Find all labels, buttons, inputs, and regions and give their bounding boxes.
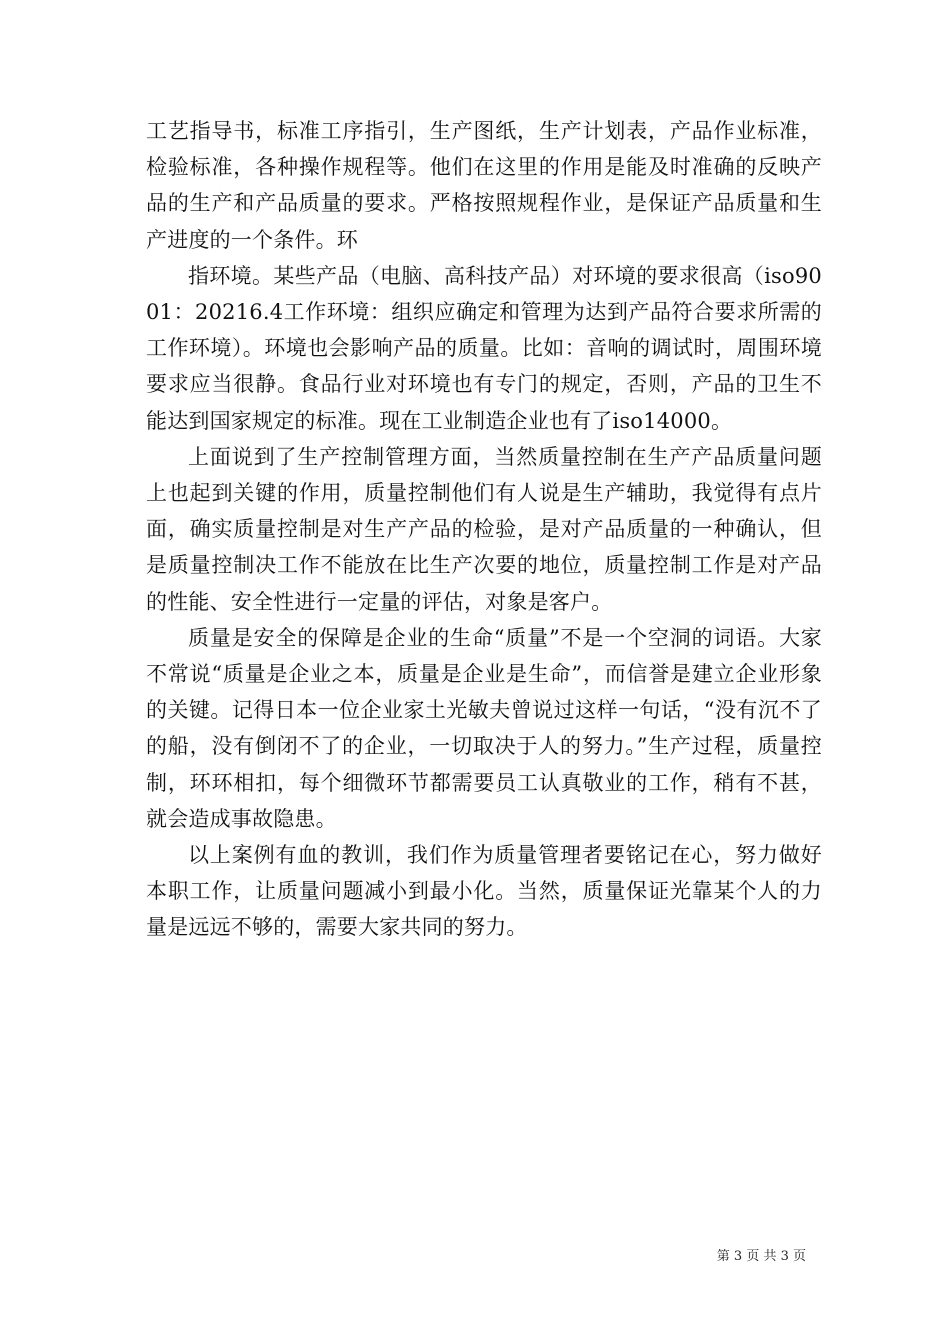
paragraph-3: 上面说到了生产控制管理方面，当然质量控制在生产产品质量问题上也起到关键的作用，质量控制他们有人说是生产辅助，我觉得有点片面，确实质量控制是对生产产品的检验，是对产品质量的一种确认，但是质量控制决工作不能放在比生产次要的地位，质量控制工作是对产品的性能、安全性进行一定量的评估，对象是客户。	[146, 444, 822, 614]
paragraph-2: 指环境。某些产品（电脑、高科技产品）对环境的要求很高（iso9001：20216.4工作环境：组织应确定和管理为达到产品符合要求所需的工作环境）。环境也会影响产品的质量。比如：音响的调试时，周围环境要求应当很静。食品行业对环境也有专门的规定，否则，产品的卫生不能达到国家规定的标准。现在工业制造企业也有了iso14000。	[146, 263, 822, 433]
paragraph-5: 以上案例有血的教训，我们作为质量管理者要铭记在心，努力做好本职工作，让质量问题减小到最小化。当然，质量保证光靠某个人的力量是远远不够的，需要大家共同的努力。	[146, 843, 822, 940]
paragraph-1: 工艺指导书，标准工序指引，生产图纸，生产计划表，产品作业标准，检验标准，各种操作规程等。他们在这里的作用是能及时准确的反映产品的生产和产品质量的要求。严格按照规程作业，是保证产品质量和生产进度的一个条件。环	[146, 119, 822, 252]
body-text	[146, 113, 822, 946]
page-number: 第 3 页 共 3 页	[716, 1249, 806, 1264]
paragraph-4: 质量是安全的保障是企业的生命“质量”不是一个空洞的词语。大家不常说“质量是企业之本，质量是企业是生命”，而信誉是建立企业形象的关键。记得日本一位企业家土光敏夫曾说过这样一句话，“没有沉不了的船，没有倒闭不了的企业，一切取决于人的努力。”生产过程，质量控制，环环相扣，每个细微环节都需要员工认真敬业的工作，稍有不甚，就会造成事故隐患。	[146, 625, 822, 831]
